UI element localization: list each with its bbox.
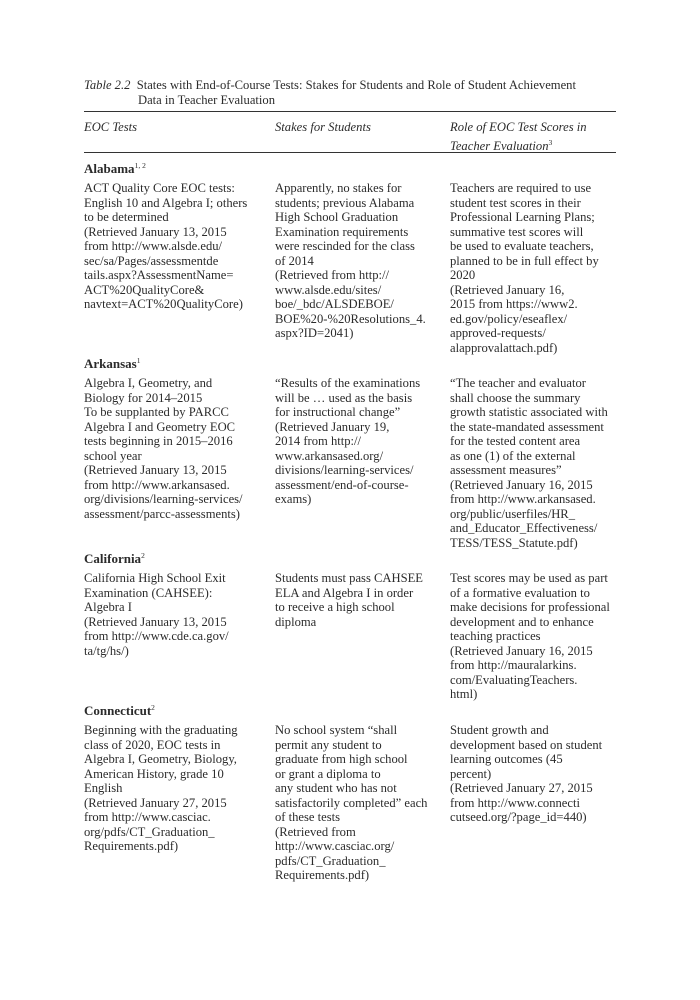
state-name: Arkansas xyxy=(84,356,137,371)
cell-line: divisions/learning-services/ xyxy=(275,463,414,477)
arkansas-role-of-scores xyxy=(450,376,618,550)
arkansas-eoc-tests xyxy=(84,376,269,521)
cell-line: navtext=ACT%20QualityCore) xyxy=(84,297,243,311)
cell-line: to receive a high school xyxy=(275,600,395,614)
cell-line: (Retrieved January 16, 2015 xyxy=(450,477,593,492)
cell-line: shall choose the summary xyxy=(450,390,581,405)
state-heading-connecticut xyxy=(84,700,155,718)
cell-line: were rescinded for the class xyxy=(275,239,415,253)
state-footnote: 1 xyxy=(136,356,141,365)
cell-line: of a formative evaluation to xyxy=(450,585,590,600)
cell-line: Algebra I and Geometry EOC xyxy=(84,419,236,434)
cell-line: from http://www.cde.ca.gov/ xyxy=(84,629,229,643)
state-heading-california xyxy=(84,548,145,566)
cell-line: for the tested content area xyxy=(450,434,581,448)
cell-line: Biology for 2014–2015 xyxy=(84,390,203,405)
cell-line: student test scores in their xyxy=(450,195,581,210)
cell-line: satisfactorily completed” each xyxy=(275,795,428,810)
arkansas-stakes xyxy=(275,376,440,507)
cell-line: pdfs/CT_Graduation_ xyxy=(275,853,386,868)
header-role-line2: Teacher Evaluation xyxy=(450,139,549,153)
cell-line: and_Educator_Effectiveness/ xyxy=(450,521,598,535)
cell-line: (Retrieved from http:// xyxy=(275,268,390,282)
cell-line: approved-requests/ xyxy=(450,326,546,340)
cell-line: the state-mandated assessment xyxy=(450,419,604,434)
cell-line: for instructional change” xyxy=(275,405,401,419)
cell-line: Apparently, no stakes for xyxy=(275,181,402,195)
cell-line: English 10 and Algebra I; others xyxy=(84,195,248,210)
connecticut-role-of-scores xyxy=(450,723,618,825)
cell-line: Examination (CAHSEE): xyxy=(84,585,213,600)
table-top-rule xyxy=(84,111,616,112)
state-footnote: 1, 2 xyxy=(134,161,146,170)
cell-line: ELA and Algebra I in order xyxy=(275,585,414,600)
table-number: Table 2.2 xyxy=(84,78,131,92)
cell-line: com/EvaluatingTeachers. xyxy=(450,672,578,687)
cell-line: be used to evaluate teachers, xyxy=(450,239,594,253)
cell-line: percent) xyxy=(450,766,492,781)
cell-line: To be supplanted by PARCC xyxy=(84,405,229,419)
cell-line: tails.aspx?AssessmentName= xyxy=(84,268,234,282)
cell-line: www.arkansased.org/ xyxy=(275,448,384,463)
alabama-stakes xyxy=(275,181,440,341)
cell-line: (Retrieved January 27, 2015 xyxy=(84,795,227,810)
cell-line: www.alsde.edu/sites/ xyxy=(275,282,382,297)
cell-line: any student who has not xyxy=(275,781,397,795)
cell-line: Test scores may be used as part xyxy=(450,571,608,585)
cell-line: Algebra I xyxy=(84,600,132,614)
cell-line: 2015 from https://www2. xyxy=(450,297,578,311)
cell-line: or grant a diploma to xyxy=(275,766,381,781)
cell-line: summative test scores will xyxy=(450,224,584,239)
cell-line: from http://www.casciac. xyxy=(84,810,211,824)
cell-line: from http://www.arkansased. xyxy=(450,492,596,506)
cell-line: as one (1) of the external xyxy=(450,448,576,463)
table-title-line1: States with End-of-Course Tests: Stakes for Students and Role of Student Achievement xyxy=(136,78,576,92)
table-title-line2: Data in Teacher Evaluation xyxy=(138,93,276,107)
cell-line: Teachers are required to use xyxy=(450,181,592,195)
cell-line: Professional Learning Plans; xyxy=(450,210,595,224)
connecticut-stakes xyxy=(275,723,440,883)
alabama-eoc-tests xyxy=(84,181,269,312)
state-name: California xyxy=(84,551,142,566)
cell-line: Beginning with the graduating xyxy=(84,723,238,737)
cell-line: ACT Quality Core EOC tests: xyxy=(84,181,235,195)
table-caption xyxy=(84,78,614,108)
cell-line: ta/tg/hs/) xyxy=(84,643,129,658)
cell-line: assessment/parcc-assessments) xyxy=(84,506,240,521)
cell-line: tests beginning in 2015–2016 xyxy=(84,434,233,448)
cell-line: of 2014 xyxy=(275,253,314,268)
cell-line: students; previous Alabama xyxy=(275,195,415,210)
cell-line: 2020 xyxy=(450,268,476,282)
cell-line: org/divisions/learning-services/ xyxy=(84,492,243,506)
cell-line: California High School Exit xyxy=(84,571,226,585)
state-heading-arkansas xyxy=(84,353,141,371)
cell-line: teaching practices xyxy=(450,629,541,643)
header-role-footnote: 3 xyxy=(548,138,553,147)
cell-line: (Retrieved January 16, xyxy=(450,282,565,297)
cell-line: from http://mauralarkins. xyxy=(450,658,577,672)
cell-line: (Retrieved January 19, xyxy=(275,419,390,434)
state-name: Connecticut xyxy=(84,703,152,718)
cell-line: “The teacher and evaluator xyxy=(450,376,586,390)
cell-line: to be determined xyxy=(84,210,169,224)
california-stakes xyxy=(275,571,440,629)
cell-line: http://www.casciac.org/ xyxy=(275,839,395,853)
cell-line: from http://www.connecti xyxy=(450,795,580,810)
cell-line: English xyxy=(84,781,123,795)
cell-line: cutseed.org/?page_id=440) xyxy=(450,810,587,824)
cell-line: Requirements.pdf) xyxy=(275,868,370,882)
cell-line: from http://www.alsde.edu/ xyxy=(84,239,223,253)
cell-line: ACT%20QualityCore& xyxy=(84,282,205,297)
california-role-of-scores xyxy=(450,571,618,702)
cell-line: Algebra I, Geometry, Biology, xyxy=(84,752,237,766)
cell-line: (Retrieved January 16, 2015 xyxy=(450,643,593,658)
cell-line: assessment measures” xyxy=(450,463,562,477)
header-role-of-eoc-scores xyxy=(450,120,618,154)
cell-line: TESS/TESS_Statute.pdf) xyxy=(450,535,578,550)
header-role-line1: Role of EOC Test Scores in xyxy=(450,120,587,134)
cell-line: learning outcomes (45 xyxy=(450,752,563,766)
cell-line: (Retrieved January 13, 2015 xyxy=(84,463,227,477)
cell-line: org/public/userfiles/HR_ xyxy=(450,506,575,521)
state-heading-alabama xyxy=(84,158,146,176)
cell-line: development based on student xyxy=(450,737,603,752)
cell-line: assessment/end-of-course- xyxy=(275,477,409,492)
cell-line: graduate from high school xyxy=(275,752,408,766)
cell-line: Students must pass CAHSEE xyxy=(275,571,423,585)
cell-line: planned to be in full effect by xyxy=(450,253,599,268)
cell-line: “Results of the examinations xyxy=(275,376,421,390)
california-eoc-tests xyxy=(84,571,269,658)
cell-line: 2014 from http:// xyxy=(275,434,362,448)
cell-line: (Retrieved January 13, 2015 xyxy=(84,614,227,629)
cell-line: BOE%20-%20Resolutions_4. xyxy=(275,311,426,326)
cell-line: High School Graduation xyxy=(275,210,399,224)
state-footnote: 2 xyxy=(151,703,155,712)
cell-line: Requirements.pdf) xyxy=(84,839,179,853)
cell-line: school year xyxy=(84,448,142,463)
cell-line: diploma xyxy=(275,614,317,629)
header-rule xyxy=(84,152,616,153)
cell-line: org/pdfs/CT_Graduation_ xyxy=(84,824,215,839)
cell-line: boe/_bdc/ALSDEBOE/ xyxy=(275,297,394,311)
cell-line: html) xyxy=(450,687,478,701)
state-footnote: 2 xyxy=(141,551,145,560)
header-stakes-for-students: Stakes for Students xyxy=(275,120,371,134)
cell-line: American History, grade 10 xyxy=(84,766,224,781)
cell-line: No school system “shall xyxy=(275,723,398,737)
cell-line: will be … used as the basis xyxy=(275,390,413,405)
cell-line: development and to enhance xyxy=(450,614,594,629)
cell-line: from http://www.arkansased. xyxy=(84,477,230,492)
cell-line: (Retrieved January 27, 2015 xyxy=(450,781,593,795)
cell-line: alapprovalattach.pdf) xyxy=(450,340,558,355)
connecticut-eoc-tests xyxy=(84,723,269,854)
cell-line: (Retrieved from xyxy=(275,824,356,839)
cell-line: (Retrieved January 13, 2015 xyxy=(84,224,227,239)
cell-line: exams) xyxy=(275,492,312,506)
cell-line: sec/sa/Pages/assessmentde xyxy=(84,253,219,268)
cell-line: class of 2020, EOC tests in xyxy=(84,737,221,752)
cell-line: make decisions for professional xyxy=(450,600,610,614)
cell-line: aspx?ID=2041) xyxy=(275,326,354,340)
cell-line: growth statistic associated with xyxy=(450,405,608,419)
header-eoc-tests: EOC Tests xyxy=(84,120,138,134)
cell-line: Algebra I, Geometry, and xyxy=(84,376,213,390)
cell-line: Examination requirements xyxy=(275,224,409,239)
alabama-role-of-scores xyxy=(450,181,618,355)
cell-line: Student growth and xyxy=(450,723,549,737)
state-name: Alabama xyxy=(84,161,135,176)
cell-line: of these tests xyxy=(275,810,341,824)
cell-line: ed.gov/policy/eseaflex/ xyxy=(450,311,568,326)
cell-line: permit any student to xyxy=(275,737,382,752)
